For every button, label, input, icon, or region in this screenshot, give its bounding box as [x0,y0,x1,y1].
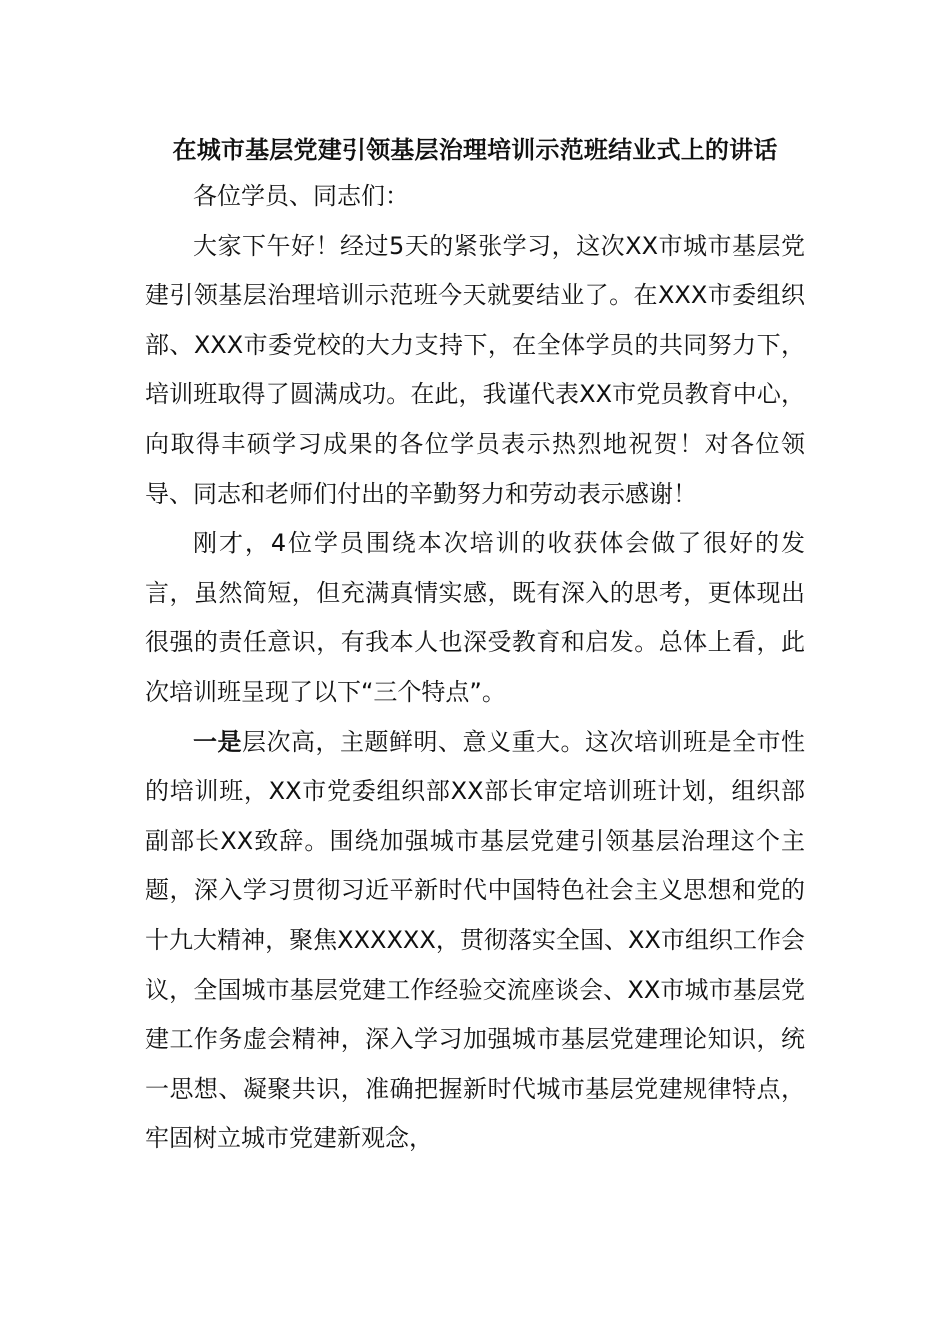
document-title: 在城市基层党建引领基层治理培训示范班结业式上的讲话 [172,136,778,164]
salutation: 各位学员、同志们： [193,182,409,210]
paragraph-remarks: 刚才，4位学员围绕本次培训的收获体会做了很好的发言，虽然简短，但充满真情实感，既有深入的思考，更体现出很强的责任意识，有我本人也深受教育和启发。总体上看，此次培训班呈现了以下“三个特点”。 [145,529,805,706]
paragraph-feature-one-text: 层次高，主题鲜明、意义重大。这次培训班是全市性的培训班，XX市党委组织部XX部长审定培训班计划，组织部副部长XX致辞。围绕加强城市基层党建引领基层治理这个主题，深入学习贯彻习近平新时代中国特色社会主义思想和党的十九大精神，聚焦XXXXXX，贯彻落实全国、XX市组织工作会议，全国城市基层党建工作经验交流座谈会、XX市城市基层党建工作务虚会精神，深入学习加强城市基层党建理论知识，统一思想、凝聚共识，准确把握新时代城市基层党建规律特点，牢固树立城市党建新观念， [145,727,805,1153]
paragraph-lead: 一是 [193,727,242,756]
paragraph-greeting: 大家下午好！经过5天的紧张学习，这次XX市城市基层党建引领基层治理培训示范班今天就要结业了。在XXX市委组织部、XXX市委党校的大力支持下，在全体学员的共同努力下，培训班取得了圆满成功。在此，我谨代表XX市党员教育中心，向取得丰硕学习成果的各位学员表示热烈地祝贺！对各位领导、同志和老师们付出的辛勤努力和劳动表示感谢！ [145,231,805,508]
paragraph-feature-one [145,718,805,1164]
document-body [145,172,805,1164]
